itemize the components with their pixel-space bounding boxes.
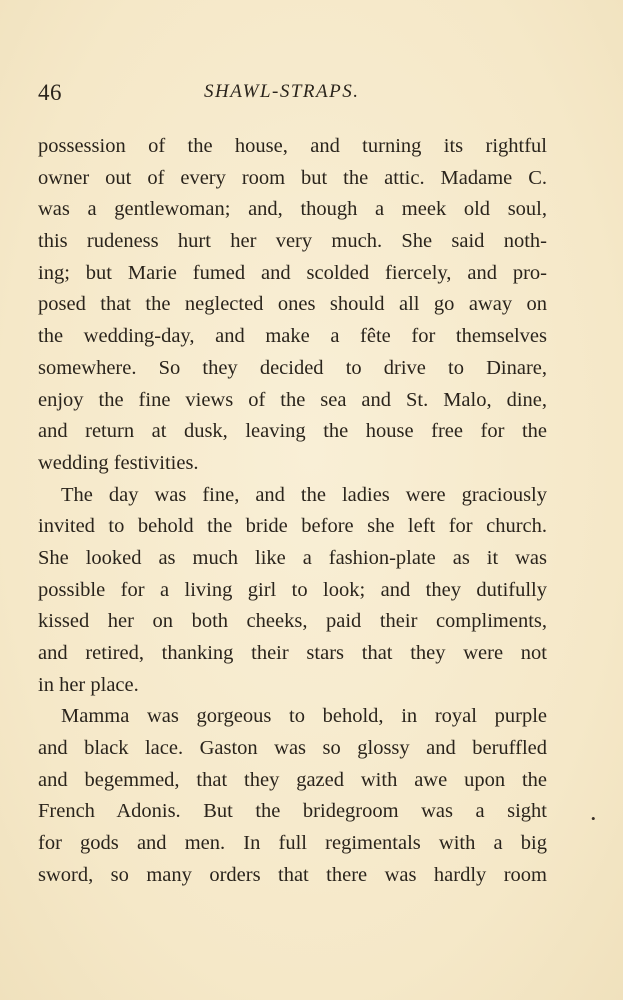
paragraph: [38, 480, 547, 702]
body-text: [38, 131, 547, 892]
text-line: was a gentlewoman; and, though a meek old soul,: [38, 198, 547, 221]
text-line: owner out of every room but the attic. Madame C.: [38, 166, 547, 189]
text-line: possible for a living girl to look; and they dutifully: [38, 578, 547, 601]
text-line: and begemmed, that they gazed with awe upon the: [38, 768, 547, 791]
text-line: the wedding-day, and make a fête for themselves: [38, 325, 547, 348]
text-line: and retired, thanking their stars that they were not: [38, 642, 547, 664]
text-line: French Adonis. But the bridegroom was a sight: [38, 800, 547, 823]
text-line: in her place.: [38, 673, 139, 696]
text-line: somewhere. So they decided to drive to Dinare,: [38, 356, 547, 379]
text-line: kissed her on both cheeks, paid their compliments,: [38, 610, 547, 633]
text-line: ing; but Marie fumed and scolded fiercely, and pro-: [38, 261, 547, 284]
text-line: enjoy the fine views of the sea and St. Malo, dine,: [38, 388, 547, 411]
text-line: possession of the house, and turning its rightful: [38, 135, 547, 157]
text-line: wedding festivities.: [38, 451, 199, 474]
text-line: posed that the neglected ones should all go away on: [38, 293, 547, 316]
text-line: She looked as much like a fashion-plate as it was: [38, 546, 547, 569]
paragraph: [38, 131, 547, 480]
page-header: [38, 80, 548, 114]
paragraph: [38, 701, 547, 891]
text-line: sword, so many orders that there was hardly room: [38, 863, 547, 886]
margin-mark: •: [591, 811, 596, 826]
text-line: invited to behold the bride before she left for church.: [38, 515, 547, 538]
page-number: 46: [38, 80, 62, 105]
text-line: this rudeness hurt her very much. She said noth-: [38, 230, 547, 253]
text-line: Mamma was gorgeous to behold, in royal purple: [61, 705, 547, 728]
text-line: and black lace. Gaston was so glossy and beruffled: [38, 737, 547, 760]
text-line: for gods and men. In full regimentals with a big: [38, 832, 547, 855]
running-head: SHAWL-STRAPS.: [204, 81, 360, 102]
text-line: The day was fine, and the ladies were graciously: [61, 483, 547, 506]
text-line: and return at dusk, leaving the house free for the: [38, 420, 547, 443]
